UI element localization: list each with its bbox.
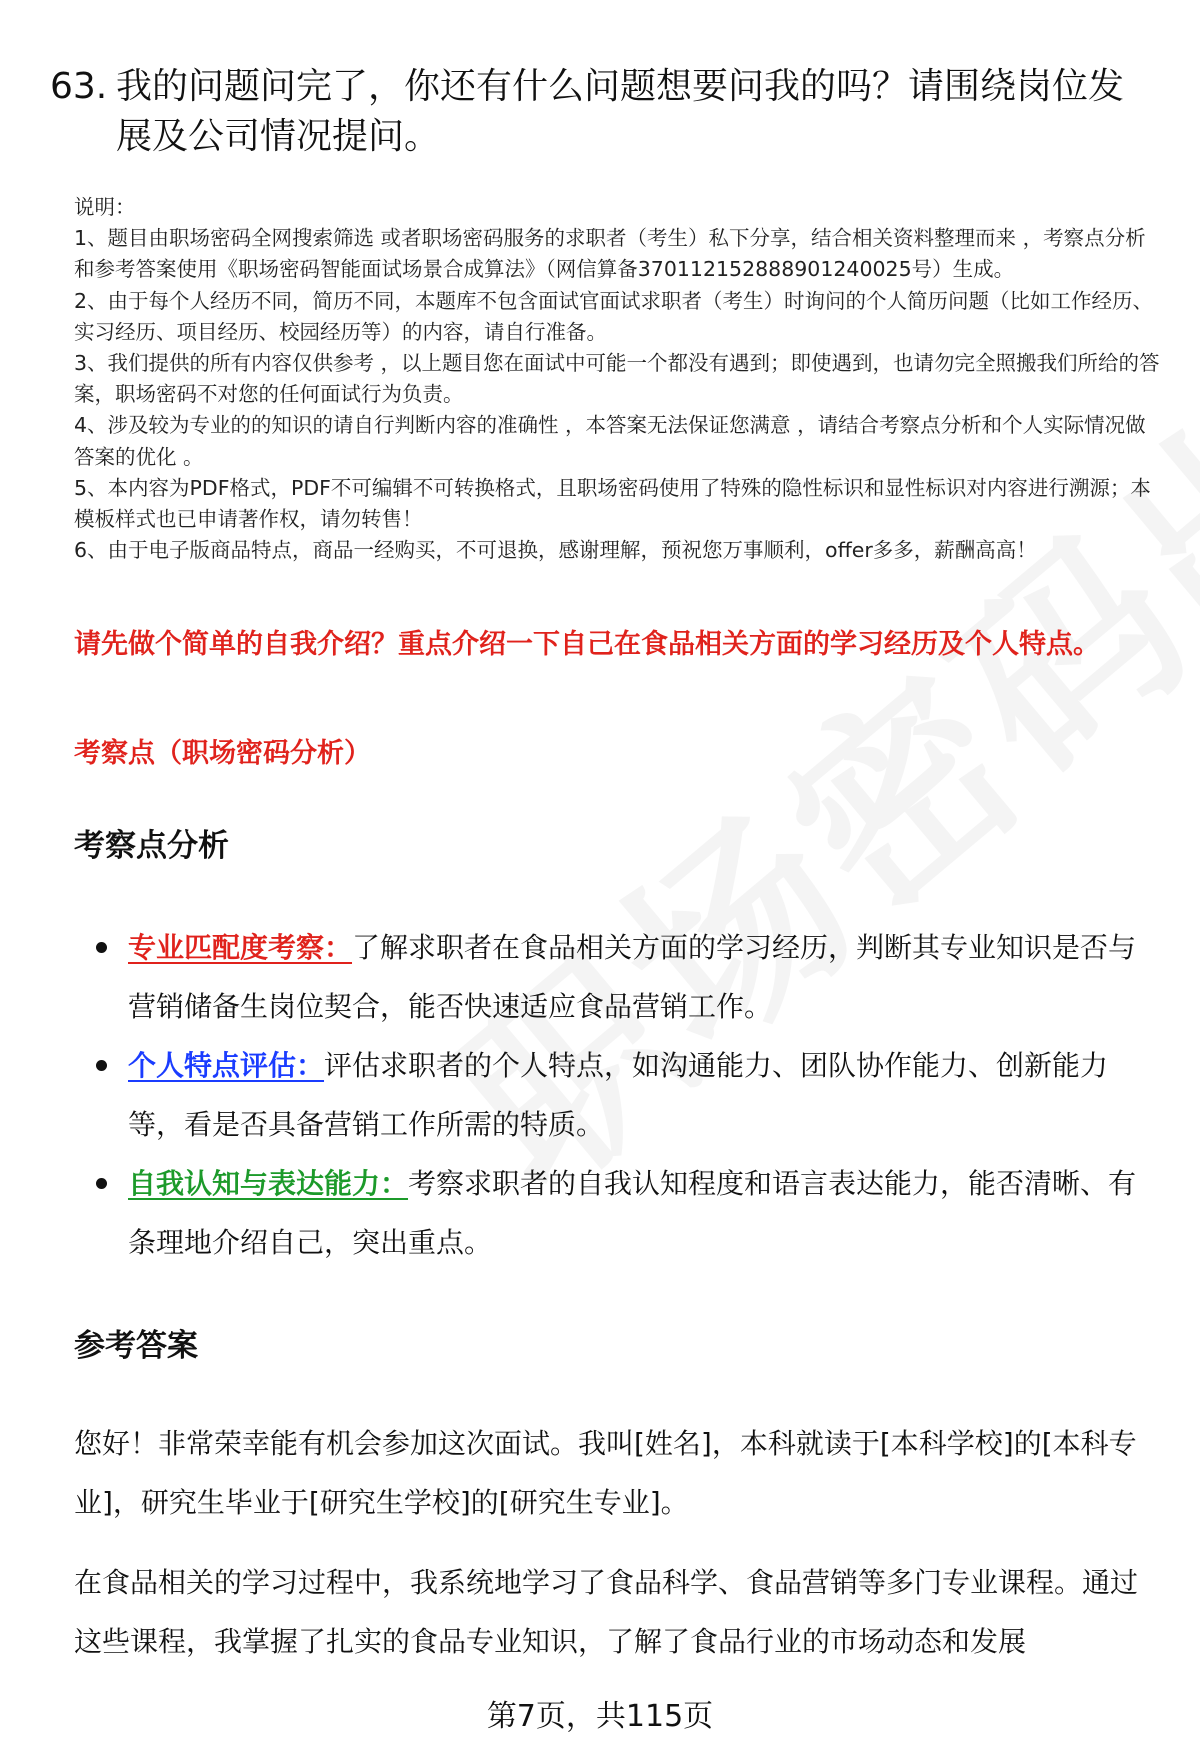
analysis-text: 了解求职者在食品相关方面的学习经历，判断其专业知识是否与营销储备生岗位契合，能否快速适应食品营销工作。 [128,931,1137,1023]
question-title [50,62,1150,162]
note-item: 4、涉及较为专业的的知识的请自行判断内容的准确性 ，本答案无法保证您满意 ，请结合考察点分析和个人实际情况做答案的优化 。 [74,413,1146,469]
analysis-list [96,918,1156,1272]
exam-point-label: 考察点（职场密码分析） [74,738,371,769]
analysis-heading: 考察点分析 [74,828,229,864]
analysis-text: 评估求职者的个人特点，如沟通能力、团队协作能力、创新能力等，看是否具备营销工作所需的特质。 [128,1049,1109,1141]
list-item [96,918,1156,1036]
page-footer: 第7页，共115页 [0,1697,1200,1737]
analysis-text: 考察求职者的自我认知程度和语言表达能力，能否清晰、有条理地介绍自己，突出重点。 [128,1167,1137,1259]
bullet-icon [96,942,107,953]
answer-heading: 参考答案 [74,1328,198,1364]
sub-question: 请先做个简单的自我介绍？重点介绍一下自己在食品相关方面的学习经历及个人特点。 [74,629,1100,660]
bullet-icon [96,1178,107,1189]
list-item [96,1036,1156,1154]
notes-block [74,192,1164,566]
notes-heading: 说明： [74,195,136,219]
note-item: 2、由于每个人经历不同，简历不同，本题库不包含面试官面试求职者（考生）时询问的个人简历问题（比如工作经历、实习经历、项目经历、校园经历等）的内容，请自行准备。 [74,288,1154,344]
bullet-icon [96,1060,107,1071]
question-number: 63. [50,66,108,107]
answer-body [74,1414,1154,1692]
note-item: 5、本内容为PDF格式，PDF不可编辑不可转换格式，且职场密码使用了特殊的隐性标识和显性标识对内容进行溯源；本模板样式也已申请著作权，请勿转售！ [74,475,1151,532]
answer-paragraph: 在食品相关的学习过程中，我系统地学习了食品科学、食品营销等多门专业课程。通过这些课程，我掌握了扎实的食品专业知识，了解了食品行业的市场动态和发展 [74,1566,1139,1658]
question-text: 我的问题问完了，你还有什么问题想要问我的吗？请围绕岗位发展及公司情况提问。 [116,66,1125,157]
answer-paragraph: 您好！非常荣幸能有机会参加这次面试。我叫[姓名]，本科就读于[本科学校]的[本科专业]，研究生毕业于[研究生学校]的[研究生专业]。 [74,1427,1137,1519]
analysis-key: 个人特点评估： [128,1049,325,1082]
list-item [96,1154,1156,1272]
note-item: 1、题目由职场密码全网搜索筛选 或者职场密码服务的求职者（考生）私下分享，结合相关资料整理而来 ，考察点分析和参考答案使用《职场密码智能面试场景合成算法》（网信算备370112152888901240025号）生成。 [74,226,1146,282]
analysis-key: 专业匹配度考察： [128,931,353,964]
note-item: 6、由于电子版商品特点，商品一经购买，不可退换，感谢理解，预祝您万事顺利，offer多多，薪酬高高！ [74,538,1037,563]
note-item: 3、我们提供的所有内容仅供参考 ，以上题目您在面试中可能一个都没有遇到；即使遇到，也请勿完全照搬我们所给的答案，职场密码不对您的任何面试行为负责。 [74,351,1160,407]
analysis-key: 自我认知与表达能力： [128,1167,409,1200]
